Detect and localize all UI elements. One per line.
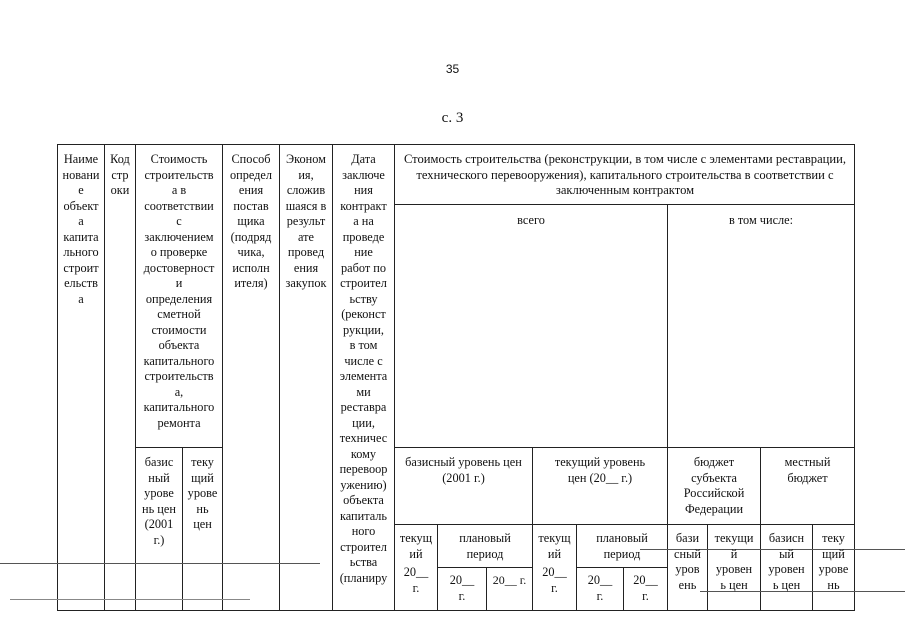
- header-year: 20__ г.: [587, 573, 613, 603]
- sheet-label: с. 3: [441, 110, 464, 126]
- page-number: 35: [445, 62, 460, 76]
- row-divider: [394, 447, 855, 448]
- row-divider: [394, 524, 855, 525]
- row-divider: [437, 567, 532, 568]
- header-current-a: текущ ий: [399, 531, 433, 561]
- header-supplier-method: Способ определ ения постав щика (подряд чика, исполн ителя): [229, 152, 273, 290]
- table-border-bottom: [57, 610, 855, 611]
- header-basic-level-2001: базисный уровень цен (2001 г.): [405, 455, 522, 485]
- header-year: 20__ г.: [403, 565, 429, 595]
- header-year: 20__ г.: [542, 565, 567, 595]
- header-year: 20__ г.: [633, 573, 658, 603]
- header-basic-level: базис ный урове нь цен (2001 г.): [142, 455, 176, 547]
- table-border-right: [854, 144, 855, 611]
- header-economy: Эконом ия, сложив шаяся в результ ате провед ения закупок: [285, 152, 327, 290]
- row-divider: [576, 567, 667, 568]
- header-local-current: теку щий урове нь: [818, 531, 849, 592]
- header-year: 20__ г.: [492, 573, 527, 587]
- header-budget-subject: бюджет субъекта Российской Федерации: [683, 455, 745, 516]
- scan-artifact-line: [10, 599, 250, 600]
- header-cost-expertise: Стоимость строительств а в соответствии с заключением о проверке достоверност и определения сметной стоимости объекта капитального строительств а, капитального ремонта: [143, 152, 215, 430]
- header-contract-date: Дата заключе ния контракт а на проведе ние работ по строител ьству (реконст рукции, в том числе с элемента ми реставра ции, техничес кому перевоор ужению) объекта капиталь ного строител ьства (планиру: [339, 152, 388, 585]
- header-current-b: текущ ий: [538, 531, 571, 561]
- header-subject-current: текущи й уровен ь цен: [714, 531, 754, 592]
- table-border-top: [57, 144, 855, 145]
- row-divider: [394, 204, 855, 205]
- row-divider: [135, 447, 222, 448]
- header-local-basic: базисн ый уровен ь цен: [768, 531, 805, 592]
- col-divider: [104, 144, 105, 611]
- header-total: всего: [517, 213, 545, 227]
- header-contract-cost: Стоимость строительства (реконструкции, в том числе с элементами реставрации, технического перевооружения), капитального строительства в соответствии с заключенным контрактом: [403, 152, 847, 197]
- header-current-level-20: текущий уровень цен (20__ г.): [554, 455, 646, 485]
- header-object-name: Наиме новани е объект а капита льного строит ельств а: [62, 152, 100, 306]
- header-including: в том числе:: [728, 213, 794, 227]
- scan-artifact-line: [0, 563, 320, 564]
- header-budget-local: местный бюджет: [784, 455, 831, 485]
- header-plan-period-b: плановый период: [596, 531, 648, 561]
- header-subject-basic: бази сный уров ень: [674, 531, 701, 592]
- header-plan-period-a: плановый период: [459, 531, 511, 561]
- header-current-level: теку щий урове нь цен: [187, 455, 218, 531]
- header-row-code: Код стр оки: [110, 152, 130, 197]
- header-year: 20__ г.: [449, 573, 475, 603]
